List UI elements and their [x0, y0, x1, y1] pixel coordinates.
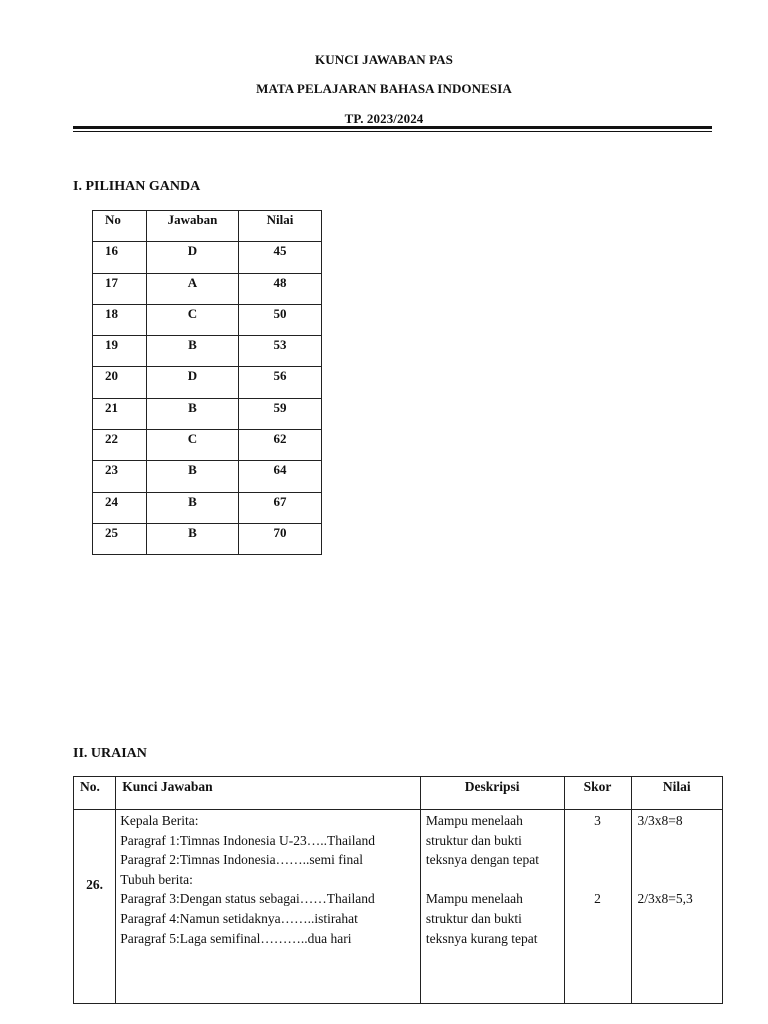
header-rule-thin [73, 131, 712, 132]
col-header-kunci-jawaban: Kunci Jawaban [116, 777, 421, 810]
answer-score: 70 [239, 523, 322, 554]
answer-letter: B [147, 398, 239, 429]
spacer [638, 870, 722, 890]
col-header-no: No. [74, 777, 116, 810]
question-number: 16 [93, 242, 147, 273]
answer-score: 64 [239, 461, 322, 492]
col-header-nilai: Nilai [631, 777, 722, 810]
col-header-skor: Skor [564, 777, 631, 810]
answer-letter: B [147, 336, 239, 367]
answer-letter: C [147, 304, 239, 335]
spacer [426, 870, 564, 890]
table-row [93, 367, 322, 398]
table-row [93, 461, 322, 492]
question-number: 25 [93, 523, 147, 554]
description-line: struktur dan bukti [425, 910, 522, 926]
question-number: 26. [74, 810, 116, 1004]
spacer [638, 850, 722, 870]
question-number: 20 [93, 367, 147, 398]
answer-key-line: Tubuh berita: [120, 871, 193, 887]
answer-score: 67 [239, 492, 322, 523]
question-number: 17 [93, 273, 147, 304]
answer-letter: B [147, 461, 239, 492]
answer-letter: D [147, 242, 239, 273]
question-number: 18 [93, 304, 147, 335]
answer-key-cell [116, 810, 421, 1004]
answer-score: 56 [239, 367, 322, 398]
answer-score: 48 [239, 273, 322, 304]
answer-score: 53 [239, 336, 322, 367]
grade-value: 2/3x8=5,3 [637, 891, 693, 907]
answer-key-line: Paragraf 5:Laga semifinal………..dua hari [120, 930, 352, 946]
answer-letter: D [147, 367, 239, 398]
question-number: 22 [93, 430, 147, 461]
table-row [93, 242, 322, 273]
header-rule-thick [73, 126, 712, 129]
table-row [93, 430, 322, 461]
answer-score: 45 [239, 242, 322, 273]
description-line: Mampu menelaah [425, 813, 523, 828]
score-value: 2 [594, 891, 601, 907]
description-line: teksnya kurang tepat [425, 930, 538, 946]
question-number: 21 [93, 398, 147, 429]
spacer [565, 831, 631, 851]
table-header-row [93, 211, 322, 242]
answer-key-line: Paragraf 1:Timnas Indonesia U-23…..Thailand [120, 832, 376, 848]
table-row [93, 336, 322, 367]
answer-key-line: Paragraf 2:Timnas Indonesia……..semi final [120, 852, 364, 868]
answer-letter: C [147, 430, 239, 461]
uraian-table [73, 776, 723, 1004]
table-row [93, 523, 322, 554]
section-pilihan-ganda-title: I. PILIHAN GANDA [73, 179, 201, 194]
answer-letter: B [147, 523, 239, 554]
question-number: 19 [93, 336, 147, 367]
doc-subject: MATA PELAJARAN BAHASA INDONESIA [256, 81, 512, 96]
answer-score: 62 [239, 430, 322, 461]
description-line: struktur dan bukti [425, 832, 522, 848]
section-uraian-title: II. URAIAN [73, 746, 147, 761]
col-header-deskripsi: Deskripsi [420, 777, 564, 810]
table-row [93, 273, 322, 304]
answer-score: 50 [239, 304, 322, 335]
col-header-nilai: Nilai [239, 211, 322, 242]
table-row [93, 492, 322, 523]
spacer [565, 850, 631, 870]
question-number: 23 [93, 461, 147, 492]
col-header-no: No [93, 211, 147, 242]
table-row [74, 810, 723, 1004]
score-value: 3 [594, 813, 601, 828]
answer-letter: B [147, 492, 239, 523]
description-line: teksnya dengan tepat [425, 852, 540, 868]
table-row [93, 304, 322, 335]
description-line: Mampu menelaah [425, 891, 523, 907]
answer-score: 59 [239, 398, 322, 429]
answer-key-line: Kepala Berita: [120, 813, 199, 828]
question-number: 24 [93, 492, 147, 523]
pilihan-ganda-table [92, 210, 322, 555]
spacer [638, 831, 722, 851]
score-cell [564, 810, 631, 1004]
col-header-jawaban: Jawaban [147, 211, 239, 242]
description-cell [420, 810, 564, 1004]
table-row [93, 398, 322, 429]
doc-year: TP. 2023/2024 [344, 111, 424, 126]
answer-key-line: Paragraf 4:Namun setidaknya……..istirahat [120, 910, 358, 926]
spacer [565, 870, 631, 890]
doc-title: KUNCI JAWABAN PAS [315, 52, 453, 67]
table-header-row [74, 777, 723, 810]
grade-value: 3/3x8=8 [637, 813, 683, 828]
answer-letter: A [147, 273, 239, 304]
grade-cell [631, 810, 722, 1004]
answer-key-line: Paragraf 3:Dengan status sebagai……Thailand [120, 891, 375, 907]
